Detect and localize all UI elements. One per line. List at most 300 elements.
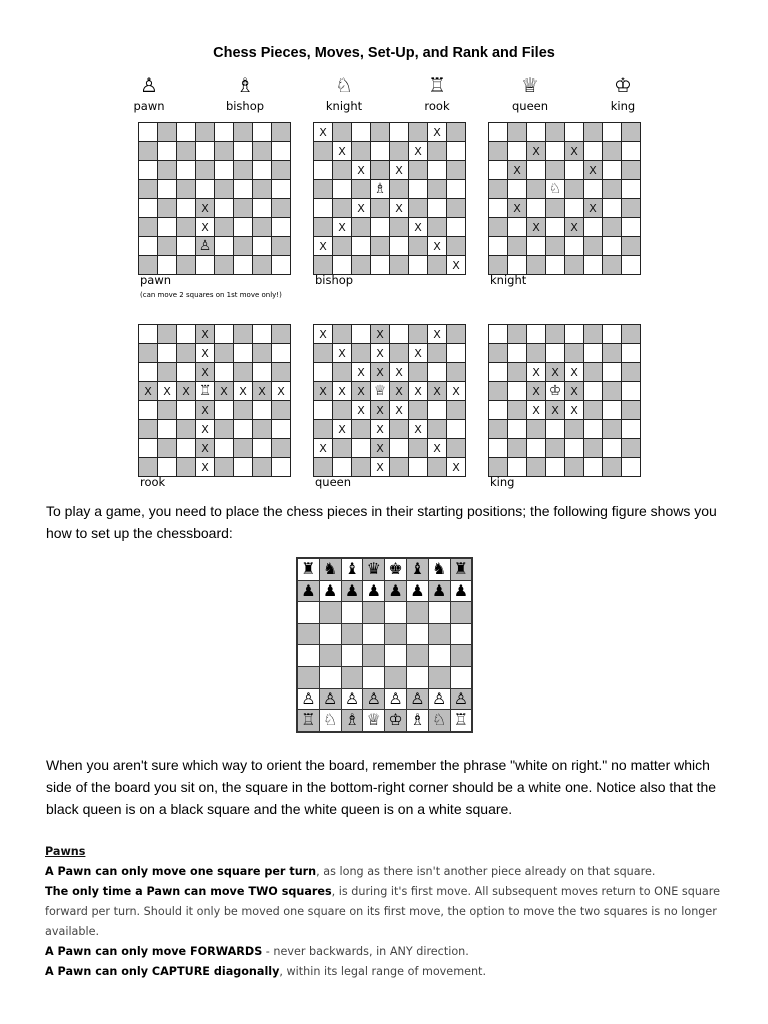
board-square [603, 199, 621, 217]
king-header-label: king [610, 99, 636, 113]
board-square [390, 458, 408, 476]
setup-square [407, 645, 428, 666]
board-square [508, 458, 526, 476]
board-square [409, 256, 427, 274]
board-square [390, 123, 408, 141]
bishop-header-label: bishop [225, 99, 265, 113]
bishop-icon: ♗ [236, 73, 254, 97]
move-mark: X [338, 422, 346, 436]
board-square [428, 218, 446, 236]
board-square [622, 458, 640, 476]
move-mark: X [513, 163, 521, 177]
board-square [527, 363, 545, 381]
board-square [234, 439, 252, 457]
board-square [390, 382, 408, 400]
board-square [371, 382, 389, 400]
board-square [584, 218, 602, 236]
queen-header [495, 74, 565, 113]
chess-piece-icon: ♛ [366, 559, 381, 579]
board-square [253, 180, 271, 198]
board-square [158, 237, 176, 255]
board-square [527, 199, 545, 217]
board-square [390, 420, 408, 438]
chess-piece-icon: ♞ [323, 559, 338, 579]
setup-square [429, 602, 450, 623]
rook-header [402, 74, 472, 113]
board-square [428, 123, 446, 141]
board-square [409, 123, 427, 141]
board-square [158, 142, 176, 160]
move-mark: X [395, 201, 403, 215]
board-square [527, 161, 545, 179]
board-square [409, 142, 427, 160]
board-square [196, 420, 214, 438]
board-square [196, 325, 214, 343]
setup-square [298, 667, 319, 688]
board-square [546, 458, 564, 476]
board-square [603, 123, 621, 141]
board-square [272, 123, 290, 141]
board-square [428, 344, 446, 362]
board-square [447, 325, 465, 343]
board-square [177, 161, 195, 179]
board-square [139, 161, 157, 179]
move-mark: X [319, 441, 327, 455]
move-mark: X [395, 384, 403, 398]
setup-square [363, 559, 384, 580]
board-square [234, 256, 252, 274]
pawn-move-board [138, 122, 291, 275]
board-square [565, 439, 583, 457]
board-square [565, 344, 583, 362]
board-square [508, 180, 526, 198]
chess-piece-icon: ♘ [323, 710, 338, 730]
chess-piece-icon: ♟ [432, 580, 447, 600]
board-square [390, 344, 408, 362]
board-square [584, 382, 602, 400]
board-square [508, 401, 526, 419]
move-mark: X [452, 384, 460, 398]
board-square [333, 218, 351, 236]
setup-square [363, 689, 384, 710]
board-square [215, 439, 233, 457]
board-square [489, 256, 507, 274]
board-square [352, 382, 370, 400]
move-mark: X [319, 327, 327, 341]
board-square [447, 420, 465, 438]
move-mark: X [551, 365, 559, 379]
setup-square [451, 689, 472, 710]
chess-piece-icon: ♙ [453, 688, 469, 708]
setup-square [342, 667, 363, 688]
board-square [196, 363, 214, 381]
board-square [428, 458, 446, 476]
board-square [508, 199, 526, 217]
board-square [158, 420, 176, 438]
board-square [352, 325, 370, 343]
chess-piece-icon: ♗ [344, 710, 360, 730]
board-square [546, 325, 564, 343]
board-square [565, 382, 583, 400]
board-square [196, 256, 214, 274]
knight-header-label: knight [325, 99, 363, 113]
board-square [546, 199, 564, 217]
board-square [508, 363, 526, 381]
board-square [428, 237, 446, 255]
board-square [177, 439, 195, 457]
setup-square [298, 602, 319, 623]
chess-piece-icon: ♔ [388, 710, 403, 730]
board-square [196, 344, 214, 362]
board-square [489, 401, 507, 419]
pawn-rule [45, 882, 735, 942]
board-square [234, 420, 252, 438]
move-mark: X [258, 384, 266, 398]
board-square [139, 458, 157, 476]
board-square [508, 142, 526, 160]
board-square [234, 458, 252, 476]
setup-square [363, 710, 384, 731]
board-square [508, 439, 526, 457]
board-square [508, 218, 526, 236]
board-square [177, 458, 195, 476]
setup-square [385, 624, 406, 645]
board-square [390, 161, 408, 179]
pawn-board-label: pawn [140, 273, 172, 287]
knight-move-board [488, 122, 641, 275]
board-square [234, 344, 252, 362]
pawn-piece-icon: ♙ [198, 238, 212, 254]
board-square [527, 344, 545, 362]
board-square [215, 218, 233, 236]
move-mark: X [319, 125, 327, 139]
board-square [565, 458, 583, 476]
setup-square [451, 645, 472, 666]
board-square [371, 123, 389, 141]
setup-square [363, 667, 384, 688]
board-square [139, 256, 157, 274]
setup-square [363, 602, 384, 623]
board-square [333, 382, 351, 400]
board-square [234, 180, 252, 198]
board-square [158, 382, 176, 400]
board-square [253, 458, 271, 476]
chess-piece-icon: ♜ [301, 559, 316, 579]
chess-piece-icon: ♖ [301, 710, 316, 730]
board-square [215, 420, 233, 438]
setup-square [385, 602, 406, 623]
move-mark: X [357, 201, 365, 215]
board-square [253, 401, 271, 419]
board-square [409, 363, 427, 381]
move-mark: X [532, 365, 540, 379]
move-mark: X [414, 346, 422, 360]
bishop-move-board [313, 122, 466, 275]
setup-square [451, 602, 472, 623]
board-square [215, 256, 233, 274]
pawn-header [114, 74, 184, 113]
board-square [508, 123, 526, 141]
move-mark: X [201, 220, 209, 234]
board-square [428, 142, 446, 160]
board-square [196, 161, 214, 179]
board-square [314, 458, 332, 476]
board-square [371, 401, 389, 419]
board-square [333, 142, 351, 160]
pawn-rule [45, 942, 735, 962]
move-mark: X [357, 403, 365, 417]
board-square [314, 180, 332, 198]
board-square [215, 123, 233, 141]
move-mark: X [570, 365, 578, 379]
board-square [314, 401, 332, 419]
board-square [333, 123, 351, 141]
board-square [565, 123, 583, 141]
board-square [215, 237, 233, 255]
move-mark: X [395, 403, 403, 417]
board-square [622, 256, 640, 274]
bishop-header [210, 74, 280, 113]
board-square [234, 237, 252, 255]
setup-square [363, 624, 384, 645]
board-square [196, 218, 214, 236]
board-square [546, 161, 564, 179]
board-square [352, 199, 370, 217]
board-square [234, 218, 252, 236]
board-square [447, 161, 465, 179]
board-square [215, 325, 233, 343]
board-square [352, 142, 370, 160]
setup-square [385, 667, 406, 688]
move-mark: X [414, 144, 422, 158]
board-square [428, 382, 446, 400]
board-square [489, 420, 507, 438]
setup-square [407, 602, 428, 623]
board-square [584, 401, 602, 419]
setup-square [342, 581, 363, 602]
setup-square [342, 559, 363, 580]
setup-square [298, 624, 319, 645]
board-square [253, 123, 271, 141]
setup-square [407, 624, 428, 645]
chess-piece-icon: ♟ [301, 580, 316, 600]
board-square [177, 199, 195, 217]
move-mark: X [201, 460, 209, 474]
board-square [622, 382, 640, 400]
pawn-rule [45, 862, 735, 882]
board-square [622, 420, 640, 438]
setup-square [342, 689, 363, 710]
board-square [139, 382, 157, 400]
board-square [196, 199, 214, 217]
board-square [234, 142, 252, 160]
board-square [314, 142, 332, 160]
board-square [565, 401, 583, 419]
setup-square [320, 710, 341, 731]
board-square [158, 458, 176, 476]
chess-piece-icon: ♝ [344, 559, 360, 579]
chess-piece-icon: ♘ [432, 710, 447, 730]
chess-piece-icon: ♞ [432, 559, 447, 579]
board-square [371, 161, 389, 179]
board-square [546, 256, 564, 274]
board-square [333, 256, 351, 274]
chess-piece-icon: ♟ [366, 580, 381, 600]
setup-square [363, 645, 384, 666]
board-square [196, 123, 214, 141]
move-mark: X [433, 441, 441, 455]
chess-piece-icon: ♝ [410, 559, 425, 579]
board-square [603, 401, 621, 419]
board-square [447, 458, 465, 476]
board-square [390, 142, 408, 160]
setup-square [320, 689, 341, 710]
board-square [409, 401, 427, 419]
setup-square [385, 645, 406, 666]
board-square [371, 420, 389, 438]
board-square [447, 218, 465, 236]
board-square [215, 401, 233, 419]
setup-square [298, 645, 319, 666]
setup-square [429, 689, 450, 710]
move-mark: X [201, 346, 209, 360]
king-icon: ♔ [614, 73, 632, 97]
board-square [177, 382, 195, 400]
chess-piece-icon: ♙ [432, 688, 447, 708]
board-square [215, 458, 233, 476]
setup-square [320, 645, 341, 666]
king-board-label: king [490, 475, 515, 489]
board-square [527, 439, 545, 457]
board-square [584, 199, 602, 217]
board-square [371, 458, 389, 476]
queen-icon: ♕ [521, 73, 539, 97]
board-square [177, 142, 195, 160]
board-square [234, 161, 252, 179]
board-square [253, 199, 271, 217]
board-square [584, 363, 602, 381]
board-square [371, 325, 389, 343]
move-mark: X [319, 384, 327, 398]
board-square [177, 256, 195, 274]
setup-square [407, 710, 428, 731]
board-square [272, 382, 290, 400]
board-square [489, 199, 507, 217]
move-mark: X [201, 201, 209, 215]
board-square [447, 199, 465, 217]
board-square [158, 363, 176, 381]
board-square [139, 199, 157, 217]
move-mark: X [319, 239, 327, 253]
board-square [428, 256, 446, 274]
move-mark: X [376, 460, 384, 474]
board-square [196, 180, 214, 198]
board-square [409, 420, 427, 438]
board-square [409, 180, 427, 198]
board-square [272, 256, 290, 274]
chess-piece-icon: ♙ [344, 688, 360, 708]
board-square [565, 142, 583, 160]
move-mark: X [532, 403, 540, 417]
setup-square [298, 689, 319, 710]
board-square [603, 420, 621, 438]
move-mark: X [513, 201, 521, 215]
move-mark: X [414, 220, 422, 234]
move-mark: X [452, 258, 460, 272]
board-square [584, 420, 602, 438]
setup-board [296, 557, 473, 733]
board-square [352, 363, 370, 381]
board-square [603, 325, 621, 343]
board-square [603, 237, 621, 255]
board-square [584, 237, 602, 255]
chess-piece-icon: ♟ [453, 580, 469, 600]
board-square [139, 142, 157, 160]
chess-piece-icon: ♗ [410, 710, 425, 730]
board-square [622, 401, 640, 419]
board-square [584, 142, 602, 160]
move-mark: X [570, 144, 578, 158]
board-square [409, 382, 427, 400]
board-square [565, 180, 583, 198]
board-square [158, 439, 176, 457]
board-square [352, 256, 370, 274]
board-square [234, 325, 252, 343]
board-square [253, 142, 271, 160]
board-square [622, 439, 640, 457]
board-square [234, 401, 252, 419]
chess-piece-icon: ♙ [410, 688, 425, 708]
board-square [584, 180, 602, 198]
board-square [177, 401, 195, 419]
board-square [139, 218, 157, 236]
board-square [622, 325, 640, 343]
rook-icon: ♖ [428, 73, 446, 97]
board-square [489, 218, 507, 236]
board-square [371, 344, 389, 362]
board-square [527, 237, 545, 255]
pawn-icon: ♙ [140, 73, 158, 97]
board-square [390, 325, 408, 343]
board-square [215, 161, 233, 179]
board-square [489, 142, 507, 160]
move-mark: X [433, 239, 441, 253]
move-mark: X [532, 144, 540, 158]
board-square [253, 439, 271, 457]
board-square [333, 161, 351, 179]
board-square [565, 161, 583, 179]
board-square [489, 382, 507, 400]
move-mark: X [201, 365, 209, 379]
pawn-rule-bold: The only time a Pawn can move TWO squares [45, 885, 332, 898]
board-square [314, 420, 332, 438]
setup-square [407, 689, 428, 710]
board-square [447, 123, 465, 141]
board-square [508, 344, 526, 362]
board-square [447, 363, 465, 381]
board-square [253, 363, 271, 381]
pawn-rule-bold: A Pawn can only move FORWARDS [45, 945, 263, 958]
board-square [390, 363, 408, 381]
move-mark: X [570, 384, 578, 398]
board-square [390, 256, 408, 274]
move-mark: X [395, 365, 403, 379]
board-square [546, 180, 564, 198]
board-square [447, 180, 465, 198]
board-square [215, 142, 233, 160]
board-square [584, 325, 602, 343]
board-square [196, 142, 214, 160]
